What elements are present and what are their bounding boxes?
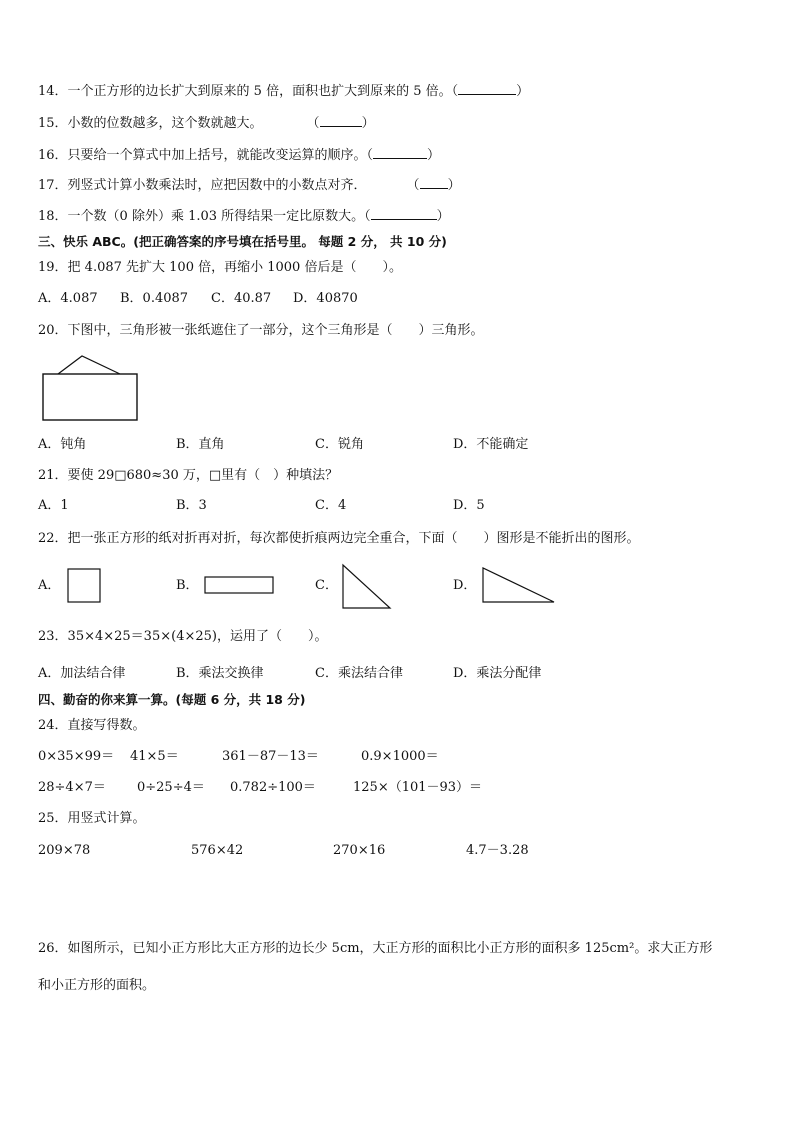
question-17-text: 17．列竖式计算小数乘法时，应把因数中的小数点对齐． xyxy=(38,178,367,193)
option-a[interactable]: A．钝角 xyxy=(38,437,87,452)
option-c[interactable]: C． xyxy=(315,578,338,593)
paper-cover xyxy=(43,374,137,420)
calc-item: 0.9×1000＝ xyxy=(361,749,439,764)
option-c[interactable]: C．4 xyxy=(315,498,347,513)
section-4-heading: 四、勤奋的你来算一算。(每题 6 分，共 18 分) xyxy=(38,692,306,707)
option-d[interactable]: D．不能确定 xyxy=(453,437,529,452)
option-b[interactable]: B．直角 xyxy=(176,437,225,452)
option-c[interactable]: C．40.87 xyxy=(211,291,272,306)
question-20-text: 20．下图中，三角形被一张纸遮住了一部分，这个三角形是（ ）三角形。 xyxy=(38,323,484,338)
option-a[interactable]: A．加法结合律 xyxy=(38,666,126,681)
option-d[interactable]: D．5 xyxy=(453,498,485,513)
question-16-text: 16．只要给一个算式中加上括号，就能改变运算的顺序。（ xyxy=(38,148,374,163)
question-19-text: 19．把 4.087 先扩大 100 倍，再缩小 1000 倍后是（ ）。 xyxy=(38,260,402,275)
right-triangle-shape xyxy=(480,565,558,605)
question-21-text: 21．要使 29□680≈30 万，□里有（ ）种填法？ xyxy=(38,468,339,483)
rectangle-shape xyxy=(203,575,275,595)
question-15-text: 15．小数的位数越多，这个数就越大。 xyxy=(38,116,263,131)
question-17: 17．列竖式计算小数乘法时，应把因数中的小数点对齐． （ ） xyxy=(38,178,461,193)
question-26-line-1: 26．如图所示，已知小正方形比大正方形的边长少 5cm，大正方形的面积比小正方形的面积多 125cm²。求大正方形 xyxy=(38,941,713,956)
option-b[interactable]: B．3 xyxy=(176,498,207,513)
question-18: 18．一个数（0 除外）乘 1.03 所得结果一定比原数大。（ ） xyxy=(38,209,450,224)
answer-blank[interactable] xyxy=(458,82,516,95)
option-d[interactable]: D．乘法分配律 xyxy=(453,666,542,681)
question-14-text: 14．一个正方形的边长扩大到原来的 5 倍，面积也扩大到原来的 5 倍。（ xyxy=(38,84,459,99)
question-23-text: 23．35×4×25＝35×(4×25)，运用了（ ）。 xyxy=(38,629,328,644)
option-a[interactable]: A．4.087 xyxy=(38,291,98,306)
question-26-line-2: 和小正方形的面积。 xyxy=(38,978,156,993)
question-15: 15．小数的位数越多，这个数就越大。 （ ） xyxy=(38,116,375,131)
option-b[interactable]: B．0.4087 xyxy=(120,291,189,306)
calc-item: 361－87－13＝ xyxy=(222,749,319,764)
option-a[interactable]: A． xyxy=(38,578,61,593)
answer-blank[interactable] xyxy=(320,114,362,127)
calc-item: 41×5＝ xyxy=(130,749,179,764)
option-d[interactable]: D． xyxy=(453,578,477,593)
option-c[interactable]: C．乘法结合律 xyxy=(315,666,403,681)
isosceles-right-triangle-shape xyxy=(340,562,394,610)
answer-blank[interactable] xyxy=(371,207,437,220)
calc-item: 0×35×99＝ xyxy=(38,749,115,764)
section-3-heading: 三、快乐 ABC。(把正确答案的序号填在括号里。 每题 2 分， 共 10 分) xyxy=(38,234,447,249)
option-b[interactable]: B．乘法交换律 xyxy=(176,666,264,681)
covered-triangle-figure xyxy=(40,352,142,424)
question-16: 16．只要给一个算式中加上括号，就能改变运算的顺序。（ ） xyxy=(38,148,441,163)
answer-blank[interactable] xyxy=(420,176,448,189)
square-shape xyxy=(66,567,102,603)
option-a[interactable]: A．1 xyxy=(38,498,69,513)
answer-blank[interactable] xyxy=(373,146,427,159)
vertical-calc-item: 209×78 xyxy=(38,843,91,858)
option-d[interactable]: D．40870 xyxy=(293,291,358,306)
calc-item: 28÷4×7＝ xyxy=(38,780,106,795)
vertical-calc-item: 576×42 xyxy=(191,843,244,858)
question-18-text: 18．一个数（0 除外）乘 1.03 所得结果一定比原数大。（ xyxy=(38,209,371,224)
question-25-text: 25．用竖式计算。 xyxy=(38,811,146,826)
option-b[interactable]: B． xyxy=(176,578,199,593)
vertical-calc-item: 4.7－3.28 xyxy=(466,843,529,858)
vertical-calc-item: 270×16 xyxy=(333,843,386,858)
question-14: 14．一个正方形的边长扩大到原来的 5 倍，面积也扩大到原来的 5 倍。（ ） xyxy=(38,84,530,99)
question-22-text: 22．把一张正方形的纸对折再对折，每次都使折痕两边完全重合，下面（ ）图形是不能折出的图形。 xyxy=(38,531,640,546)
question-24-text: 24．直接写得数。 xyxy=(38,718,146,733)
calc-item: 0÷25÷4＝ xyxy=(137,780,205,795)
option-c[interactable]: C．锐角 xyxy=(315,437,364,452)
calc-item: 125×（101－93）＝ xyxy=(353,780,483,795)
calc-item: 0.782÷100＝ xyxy=(230,780,316,795)
triangle-peak xyxy=(58,356,120,374)
